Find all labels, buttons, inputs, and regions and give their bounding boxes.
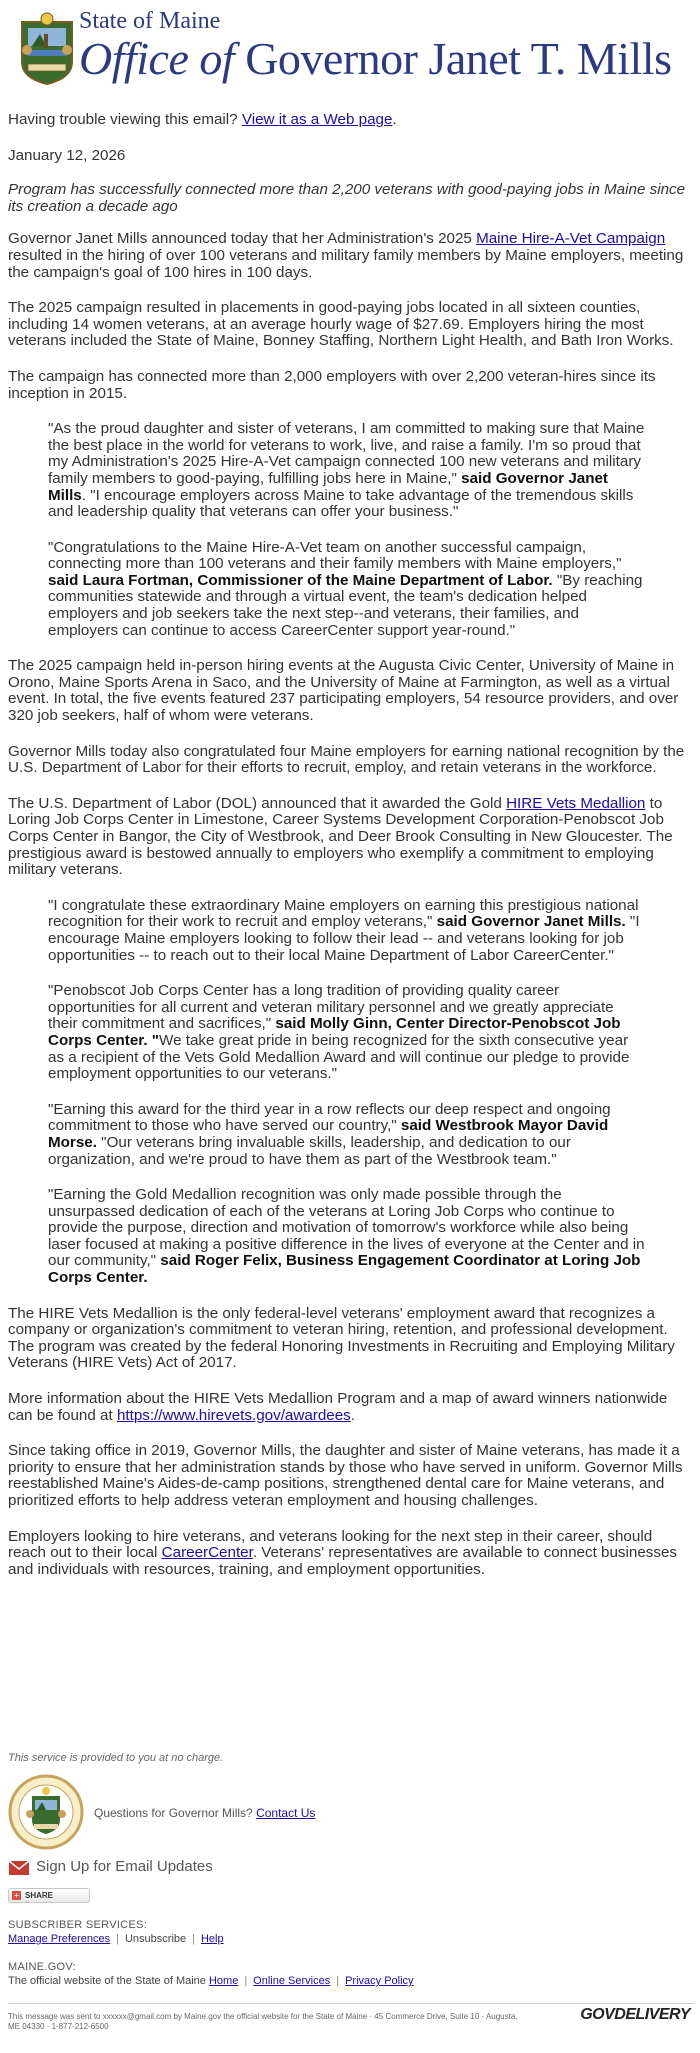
quote-attribution: said Governor Janet Mills <box>48 469 608 504</box>
hire-a-vet-campaign-link[interactable]: Maine Hire-A-Vet Campaign <box>476 230 666 248</box>
subscriber-services-label: SUBSCRIBER SERVICES: <box>8 1919 148 1931</box>
privacy-policy-link[interactable]: Privacy Policy <box>345 1975 414 1987</box>
quote-governor-1: "As the proud daughter and sister of veterans, I am committed to making sure that Maine the best place in the world for veterans to work, live, and raise a family. I'm so proud that my Administration's 2025 Hire-A-Vet campaign connected 100 new veterans and military family members to good-paying, fulfilling jobs here in Maine," said Governor Janet Mills. "I encourage employers across Maine to take advantage of the tremendous skills and leadership quality that veterans can offer your business." <box>48 420 645 521</box>
trouble-viewing-line: Having trouble viewing this email? View it as a Web page. <box>8 111 397 128</box>
maine-state-seal-icon <box>16 12 78 86</box>
paragraph-6: The U.S. Department of Labor (DOL) announced that it awarded the Gold HIRE Vets Medallion to Loring Job Corps Center in Limestone, Career Systems Development Corporation-Penobscot Job Corps Center in Bangor, the City of Westbrook, and Deer Brook Consulting in New Gloucester. The prestigious award is bestowed annually to employers who exemplify a commitment to employing military veterans. <box>8 794 673 879</box>
paragraph-1: Governor Janet Mills announced today that her Administration's 2025 Maine Hire-A-Vet Campaign resulted in the hiring of over 100 veterans and military family members by Maine employers, meeting the campaign's goal of 100 hires in 100 days. <box>8 230 684 281</box>
hire-vets-medallion-link[interactable]: HIRE Vets Medallion <box>506 794 646 812</box>
signup-row[interactable] <box>8 1856 694 1882</box>
share-button[interactable]: + SHARE <box>8 1888 90 1903</box>
hirevets-awardees-link[interactable]: https://www.hirevets.gov/awardees <box>116 1406 351 1424</box>
paragraph-4: The 2025 campaign held in-person hiring events at the Augusta Civic Center, University of Maine in Orono, Maine Sports Arena in Saco, and the University of Maine at Farmington, as well as a virtual event. In total, the five events featured 237 participating employers, 54 resource providers, and over 320 job seekers, half of whom were veterans. <box>8 657 679 725</box>
quote-attribution: said Molly Ginn, Center Director-Penobscot Job Corps Center. " <box>48 1015 621 1049</box>
quote-loring: "Earning the Gold Medallion recognition was only made possible through the unsurpassed dedication of each of the veterans at Loring Job Corps who continue to provide the purpose, direction and motivation of tomorrow's workforce while also being laser focused at making a positive difference in the lives of everyone at the Center and in our community," said Roger Felix, Business Engagement Coordinator at Loring Job Corps Center. <box>48 1186 645 1287</box>
quote-penobscot: "Penobscot Job Corps Center has a long tradition of providing quality career opportunities for all current and veteran military personnel and we greatly appreciate their commitment and sacrifices," said Molly Ginn, Center Director-Penobscot Job Corps Center. "We take great pride in being recognized for the sixth consecutive year as a recipient of the Vets Gold Medallion Award and will continue our pledge to provide employment opportunities to our veterans." <box>48 982 630 1083</box>
paragraph-2: The 2025 campaign resulted in placements in good-paying jobs located in all sixteen counties, including 14 women veterans, at an average hourly wage of $27.69. Employers hiring the most veterans included the State of Maine, Bonney Staffing, Northern Light Health, and Bath Iron Works. <box>8 299 674 350</box>
subscriber-links: Manage Preferences | Unsubscribe | Help <box>8 1933 224 1945</box>
office-of-text: Office of <box>79 33 235 84</box>
footer-divider <box>8 2003 694 2004</box>
quote-attribution: said Governor Janet Mills. <box>436 913 626 931</box>
contact-us-link[interactable]: Contact Us <box>256 1806 316 1820</box>
unsubscribe-link[interactable]: Unsubscribe <box>124 1933 187 1945</box>
paragraph-3: The campaign has connected more than 2,000 employers with over 2,200 veteran-hires since its inception in 2015. <box>8 367 656 402</box>
paragraph-10: Employers looking to hire veterans, and veterans looking for the next step in their career, should reach out to their local CareerCenter. Veterans' representatives are available to connect businesses and individuals with resources, training, and employment opportunities. <box>8 1527 678 1578</box>
envelope-icon <box>8 1858 30 1876</box>
email-body <box>8 112 694 1597</box>
subscriber-services <box>8 1919 694 1945</box>
release-date: January 12, 2026 <box>8 146 126 164</box>
manage-preferences-link[interactable]: Manage Preferences <box>8 1933 111 1945</box>
help-link[interactable]: Help <box>200 1933 224 1945</box>
governor-name-text: Governor Janet T. Mills <box>245 33 672 84</box>
press-release-subtitle: Program has successfully connected more than 2,200 veterans with good-paying jobs in Maine since its creation a decade ago <box>8 181 686 215</box>
govdelivery-logo[interactable]: GOVDELIVERY <box>580 2006 690 2023</box>
view-web-page-link[interactable]: View it as a Web page <box>241 111 393 128</box>
quote-governor-2: "I congratulate these extraordinary Maine employers on earning this prestigious national recognition for their work to recruit and employ veterans," said Governor Janet Mills. "I encourage Maine employers looking to follow their lead -- and veterans looking for job opportunities -- to reach out to their local Maine Department of Labor CareerCenter." <box>48 896 640 964</box>
paragraph-9: Since taking office in 2019, Governor Mills, the daughter and sister of Maine veterans, has made it a priority to ensure that her administration stands by those who have served in uniform. Governor Mills reestablished Maine's Aides-de-camp positions, strengthened dental care for Maine veterans, and prioritized efforts to help address veteran employment and housing challenges. <box>8 1442 683 1509</box>
questions-line: Questions for Governor Mills? Contact Us <box>94 1806 316 1820</box>
maine-seal-round-icon <box>8 1774 84 1850</box>
paragraph-8: More information about the HIRE Vets Medallion Program and a map of award winners nationwide can be found at https://www.hirevets.gov/awardees. <box>8 1390 668 1424</box>
free-service-note: This service is provided to you at no charge. <box>8 1752 224 1764</box>
home-link[interactable]: Home <box>208 1975 239 1987</box>
signup-email-updates-link[interactable]: Sign Up for Email Updates <box>36 1858 213 1875</box>
state-of-maine-title: State of Maine <box>79 8 221 34</box>
paragraph-5: Governor Mills today also congratulated four Maine employers for earning national recognition by the U.S. Department of Labor for their efforts to recruit, employ, and retain veterans in the workforce. <box>8 742 685 777</box>
sent-message-row <box>8 2012 528 2032</box>
quote-attribution: said Westbrook Mayor David Morse. <box>48 1117 609 1151</box>
careercenter-link[interactable]: CareerCenter <box>161 1544 253 1562</box>
maine-gov-section <box>8 1961 694 1987</box>
maine-gov-links: The official website of the State of Maine Home | Online Services | Privacy Policy <box>8 1975 414 1987</box>
maine-gov-label: MAINE.GOV: <box>8 1961 76 1973</box>
quote-attribution: said Laura Fortman, Commissioner of the Maine Department of Labor. <box>48 571 553 589</box>
office-of-governor-title <box>79 32 671 85</box>
sent-message-text: This message was sent to xxxxxx@gmail.com by Maine.gov the official website for the State of Maine · 45 Commerce Drive, Suite 10 · Augusta, ME 04330 · 1-877-212-6500 <box>8 2012 518 2031</box>
email-header <box>13 6 693 82</box>
online-services-link[interactable]: Online Services <box>253 1975 331 1987</box>
quote-commissioner: "Congratulations to the Maine Hire-A-Vet team on another successful campaign, connecting more than 100 veterans and their family members with Maine employers," said Laura Fortman, Commissioner of the Maine Department of Labor. "By reaching communities statewide and through a virtual event, the team's dedication helped employers and job seekers take the next step--and veterans, their families, and employers can continue to access CareerCenter support year-round." <box>48 538 643 639</box>
contact-row <box>8 1774 694 1850</box>
quote-westbrook: "Earning this award for the third year in a row reflects our deep respect and ongoing commitment to those who have served our country," said Westbrook Mayor David Morse. "Our veterans bring invaluable skills, leadership, and dedication to our organization, and we're proud to have them as part of the Westbrook team." <box>48 1100 611 1168</box>
plus-icon: + <box>12 1891 21 1900</box>
quote-attribution: said Roger Felix, Business Engagement Coordinator at Loring Job Corps Center. <box>48 1252 641 1287</box>
email-footer <box>8 1752 694 2032</box>
paragraph-7: The HIRE Vets Medallion is the only federal-level veterans' employment award that recognizes a company or organization's commitment to veteran hiring, retention, and professional development. The program was created by the federal Honoring Investments in Recruiting and Employing Military Veterans (HIRE Vets) Act of 2017. <box>8 1304 675 1372</box>
